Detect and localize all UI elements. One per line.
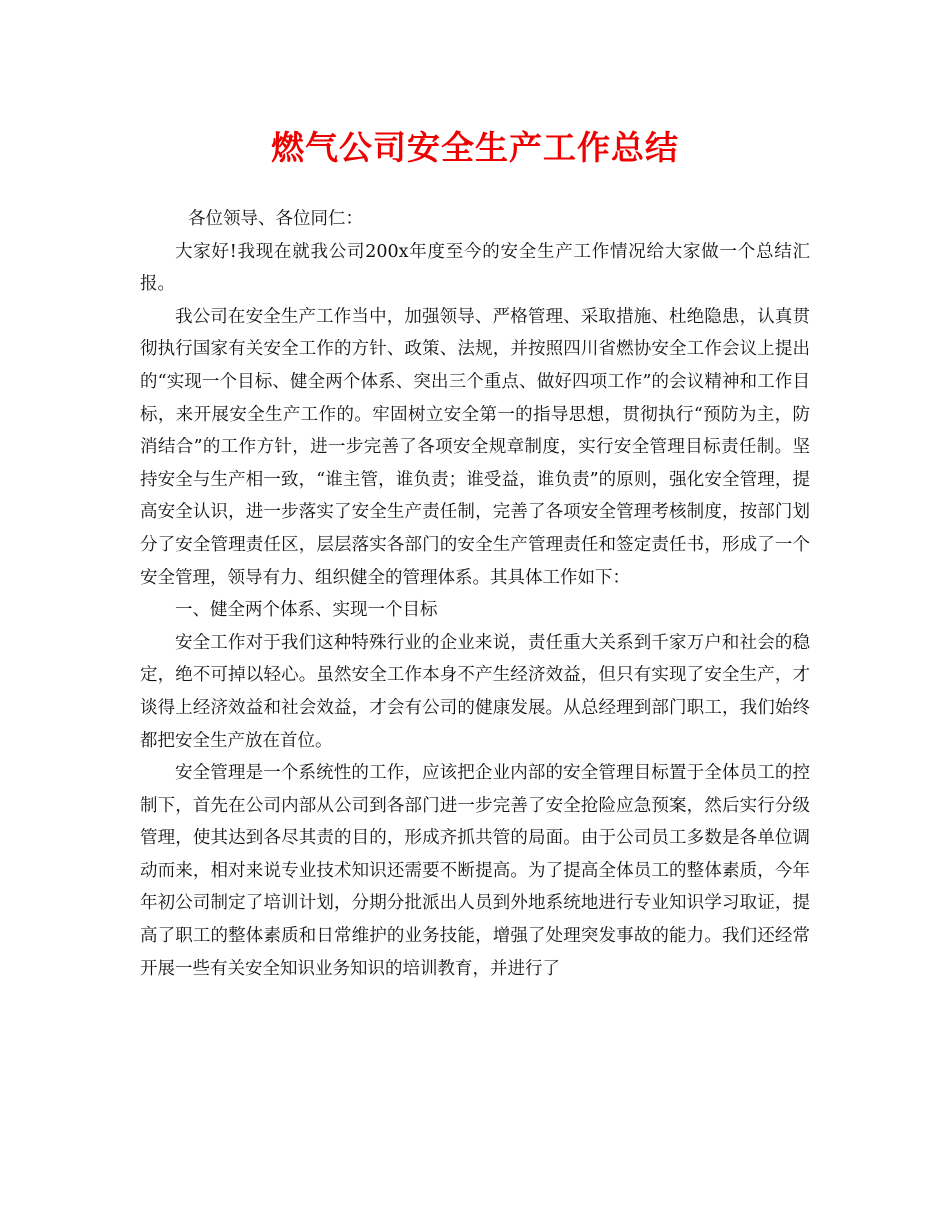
document-title: 燃气公司安全生产工作总结 (271, 128, 679, 167)
document-body (140, 203, 810, 985)
paragraph-safety-importance: 安全工作对于我们这种特殊行业的企业来说，责任重大关系到千家万户和社会的稳定，绝不可掉以轻心。虽然安全工作本身不产生经济效益，但只有实现了安全生产，才谈得上经济效益和社会效益，才会有公司的健康发展。从总经理到部门职工，我们始终都把安全生产放在首位。 (140, 632, 810, 751)
paragraph-safety-management: 安全管理是一个系统性的工作，应该把企业内部的安全管理目标置于全体员工的控制下，首先在公司内部从公司到各部门进一步完善了安全抢险应急预案，然后实行分级管理，使其达到各尽其责的目的，形成齐抓共管的局面。由于公司员工多数是各单位调动而来，相对来说专业技术知识还需要不断提高。为了提高全体员工的整体素质，今年年初公司制定了培训计划，分期分批派出人员到外地系统地进行专业知识学习取证，提高了职工的整体素质和日常维护的业务技能，增强了处理突发事故的能力。我们还经常开展一些有关安全知识业务知识的培训教育，并进行了 (140, 763, 810, 979)
section-heading-1: 一、健全两个体系、实现一个目标 (175, 600, 438, 621)
paragraph-overview: 我公司在安全生产工作当中，加强领导、严格管理、采取措施、杜绝隐患，认真贯彻执行国家有关安全工作的方针、政策、法规，并按照四川省燃协安全工作会议上提出的“实现一个目标、健全两个体系、突出三个重点、做好四项工作”的会议精神和工作目标，来开展安全生产工作的。牢固树立安全第一的指导思想，贯彻执行“预防为主，防消结合”的工作方针，进一步完善了各项安全规章制度，实行安全管理目标责任制。坚持安全与生产相一致，“谁主管，谁负责；谁受益，谁负责”的原则，强化安全管理，提高安全认识，进一步落实了安全生产责任制，完善了各项安全管理考核制度，按部门划分了安全管理责任区，层层落实各部门的安全生产管理责任和签定责任书，形成了一个安全管理，领导有力、组织健全的管理体系。其具体工作如下： (140, 306, 810, 588)
paragraph-intro: 大家好!我现在就我公司200x年度至今的安全生产工作情况给大家做一个总结汇报。 (140, 241, 810, 295)
greeting-line: 各位领导、各位同仁： (188, 209, 363, 229)
